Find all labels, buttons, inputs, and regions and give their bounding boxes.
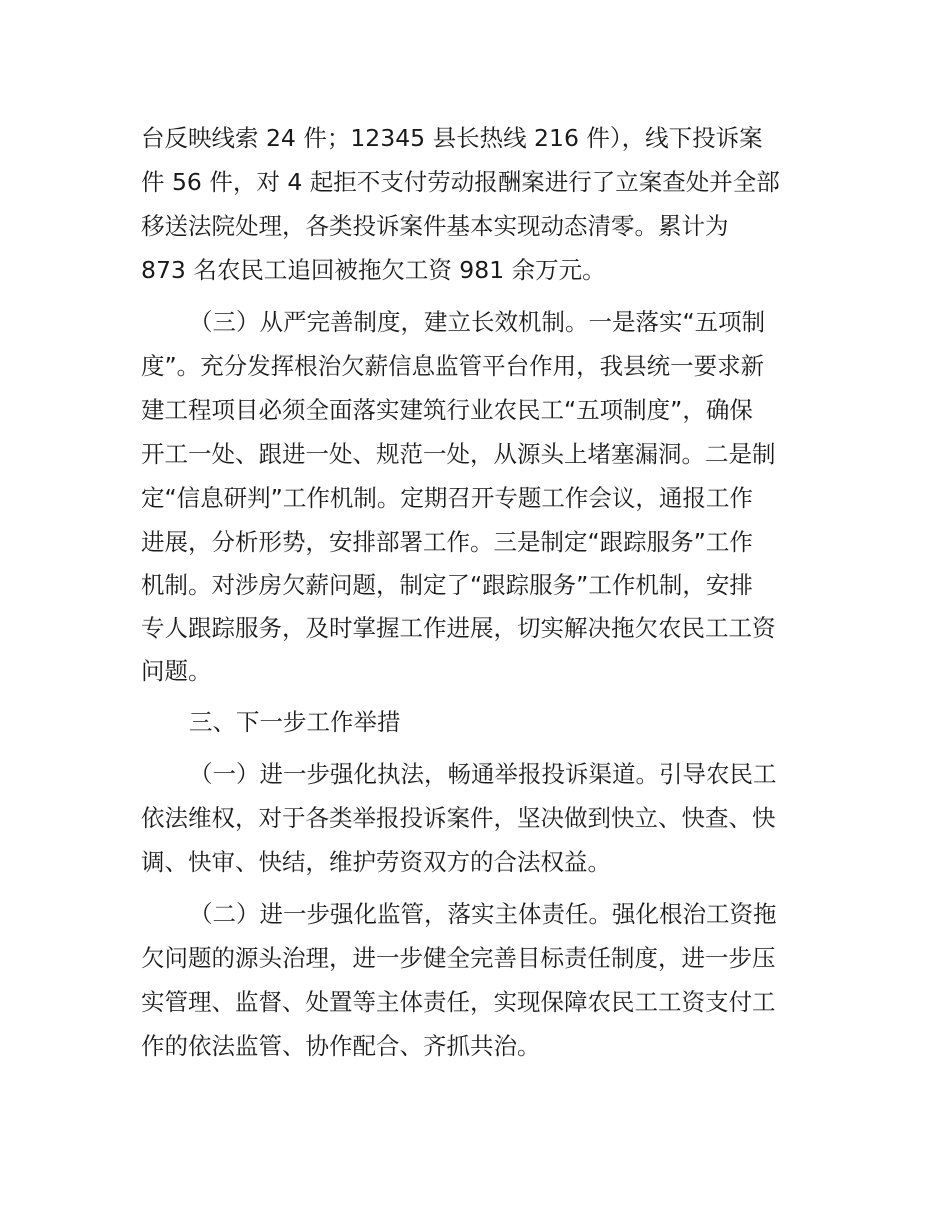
text-line: 定“信息研判”工作机制。定期召开专题工作会议，通报工作	[141, 484, 753, 512]
text-line: 移送法院处理，各类投诉案件基本实现动态清零。累计为	[141, 212, 729, 240]
text-line: 调、快审、快结，维护劳资双方的合法权益。	[141, 848, 611, 876]
text-line: 873 名农民工追回被拖欠工资 981 余万元。	[141, 256, 606, 284]
text-line: 实管理、监督、处置等主体责任，实现保障农民工工资支付工	[141, 988, 776, 1016]
text-line: 机制。对涉房欠薪问题，制定了“跟踪服务”工作机制，安排	[141, 571, 753, 599]
text-line: 作的依法监管、协作配合、齐抓共治。	[141, 1032, 541, 1060]
paragraph-heading-3: （三）从严完善制度，建立长效机制。一是落实“五项制	[189, 308, 766, 336]
text-line: 开工一处、跟进一处、规范一处，从源头上堵塞漏洞。二是制	[141, 440, 776, 468]
text-line: 欠问题的源头治理，进一步健全完善目标责任制度，进一步压	[141, 944, 776, 972]
text-line: 问题。	[141, 657, 212, 685]
text-line: 台反映线索 24 件；12345 县长热线 216 件），线下投诉案	[141, 124, 763, 152]
text-line: 件 56 件，对 4 起拒不支付劳动报酬案进行了立案查处并全部	[141, 168, 780, 196]
text-line: 进展，分析形势，安排部署工作。三是制定“跟踪服务”工作	[141, 528, 753, 556]
text-line: 建工程项目必须全面落实建筑行业农民工“五项制度”，确保	[141, 396, 753, 424]
text-line: 度”。充分发挥根治欠薪信息监管平台作用，我县统一要求新	[141, 352, 765, 380]
text-line: 专人跟踪服务，及时掌握工作进展，切实解决拖欠农民工工资	[141, 614, 776, 642]
paragraph-heading-2: （二）进一步强化监管，落实主体责任。强化根治工资拖	[189, 900, 777, 928]
section-heading: 三、下一步工作举措	[189, 708, 401, 736]
paragraph-heading-1: （一）进一步强化执法，畅通举报投诉渠道。引导农民工	[189, 760, 777, 788]
text-line: 依法维权，对于各类举报投诉案件，坚决做到快立、快查、快	[141, 804, 776, 832]
